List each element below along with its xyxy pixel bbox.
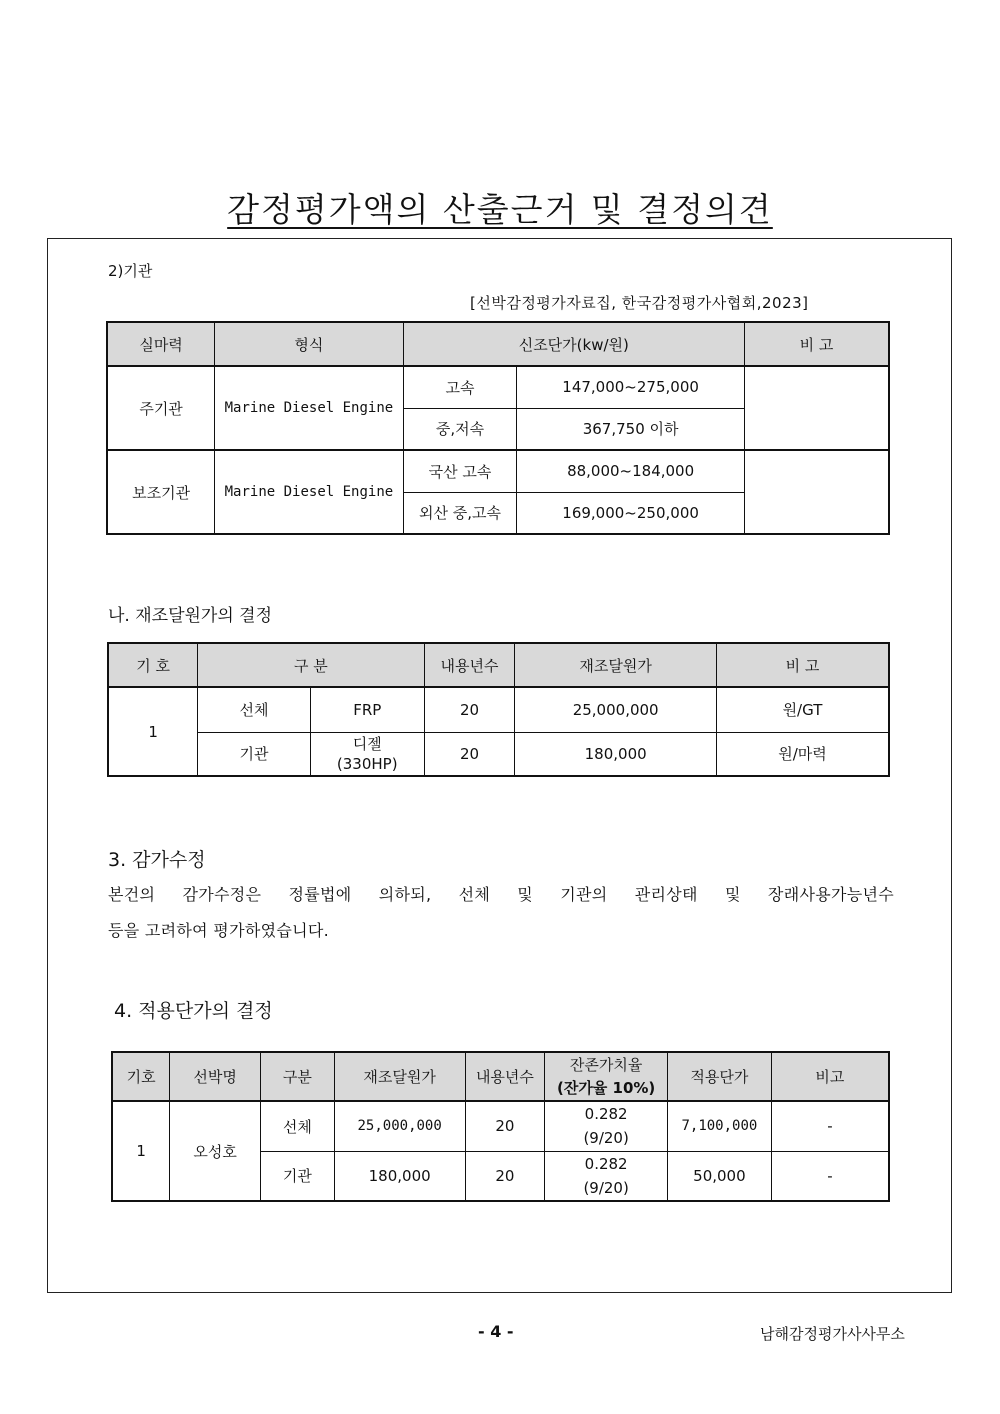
unit-price-life: 20	[465, 1101, 545, 1151]
replacement-symbol: 1	[108, 687, 198, 776]
replacement-life: 20	[424, 687, 515, 732]
header-division: 구분	[261, 1052, 335, 1101]
depreciation-line1: 본건의 감가수정은 정률법에 의하되, 선체 및 기관의 관리상태 및 장래사용가능년수	[108, 885, 894, 904]
replacement-part: 기관	[198, 732, 311, 776]
unit-price-applied: 7,100,000	[667, 1101, 771, 1151]
replacement-detail: FRP	[310, 687, 424, 732]
engine-section-label: 2)기관	[108, 262, 153, 280]
header-residual-rate	[545, 1052, 668, 1101]
engine-speed: 중,저속	[403, 408, 517, 450]
header-useful-life: 내용년수	[465, 1052, 545, 1101]
unit-price-rate-fraction: (9/20)	[583, 1178, 629, 1197]
unit-price-part: 기관	[261, 1151, 335, 1201]
header-type: 형식	[215, 322, 403, 366]
engine-price: 147,000~275,000	[517, 366, 745, 408]
engine-type-aux: Marine Diesel Engine	[215, 450, 403, 534]
engine-remark-aux	[744, 450, 889, 534]
unit-price-rate-fraction: (9/20)	[583, 1129, 629, 1148]
replacement-part: 선체	[198, 687, 311, 732]
depreciation-line2: 등을 고려하여 평가하였습니다.	[108, 921, 329, 940]
office-name: 남해감정평가사사무소	[760, 1325, 905, 1343]
page-number: - 4 -	[478, 1322, 514, 1341]
replacement-detail-line1: 디젤	[352, 734, 382, 753]
replacement-life: 20	[424, 732, 515, 776]
unit-price-rate	[545, 1101, 668, 1151]
engine-price: 169,000~250,000	[517, 492, 745, 534]
replacement-cost: 25,000,000	[515, 687, 717, 732]
replacement-note: 원/GT	[716, 687, 889, 732]
document-title: 감정평가액의 산출근거 및 결정의견	[227, 190, 773, 229]
unit-price-note: -	[771, 1101, 889, 1151]
header-applied-price: 적용단가	[667, 1052, 771, 1101]
replacement-detail-line2: (330HP)	[336, 754, 398, 773]
engine-price: 88,000~184,000	[517, 450, 745, 492]
header-residual-rate-line1: 잔존가치율	[569, 1055, 643, 1074]
replacement-note: 원/마력	[716, 732, 889, 776]
replacement-detail	[310, 732, 424, 776]
header-division: 구 분	[198, 643, 424, 687]
unit-price-cost: 180,000	[334, 1151, 465, 1201]
header-remark: 비고	[771, 1052, 889, 1101]
header-remark: 비 고	[744, 322, 889, 366]
replacement-cost: 180,000	[515, 732, 717, 776]
engine-category-main: 주기관	[107, 366, 215, 450]
header-remark: 비 고	[716, 643, 889, 687]
header-new-price: 신조단가(kw/원)	[403, 322, 744, 366]
engine-source: [선박감정평가자료집, 한국감정평가사협회,2023]	[470, 294, 809, 312]
depreciation-heading: 3. 감가수정	[108, 849, 206, 871]
header-useful-life: 내용년수	[424, 643, 515, 687]
engine-type-main: Marine Diesel Engine	[215, 366, 403, 450]
unit-price-heading: 4. 적용단가의 결정	[114, 1000, 273, 1022]
ship-name: 오성호	[170, 1101, 261, 1201]
unit-price-rate	[545, 1151, 668, 1201]
engine-price-table	[106, 321, 890, 535]
unit-price-life: 20	[465, 1151, 545, 1201]
unit-price-table	[111, 1051, 890, 1202]
unit-price-part: 선체	[261, 1101, 335, 1151]
engine-speed: 외산 중,고속	[403, 492, 517, 534]
replacement-cost-table	[107, 642, 890, 777]
engine-speed: 국산 고속	[403, 450, 517, 492]
unit-price-rate-value: 0.282	[584, 1154, 628, 1173]
header-residual-rate-line2: (잔가율 10%)	[556, 1078, 656, 1097]
unit-price-note: -	[771, 1151, 889, 1201]
engine-category-aux: 보조기관	[107, 450, 215, 534]
engine-speed: 고속	[403, 366, 517, 408]
engine-price: 367,750 이하	[517, 408, 745, 450]
unit-price-applied: 50,000	[667, 1151, 771, 1201]
unit-price-cost: 25,000,000	[334, 1101, 465, 1151]
replacement-heading: 나. 재조달원가의 결정	[108, 606, 273, 626]
header-symbol: 기 호	[108, 643, 198, 687]
header-ship-name: 선박명	[170, 1052, 261, 1101]
header-replacement-cost: 재조달원가	[334, 1052, 465, 1101]
engine-remark-main	[744, 366, 889, 450]
unit-price-symbol: 1	[112, 1101, 170, 1201]
header-power: 실마력	[107, 322, 215, 366]
header-replacement-cost: 재조달원가	[515, 643, 717, 687]
header-symbol: 기호	[112, 1052, 170, 1101]
document-title-wrap	[0, 184, 1000, 231]
unit-price-rate-value: 0.282	[584, 1105, 628, 1124]
